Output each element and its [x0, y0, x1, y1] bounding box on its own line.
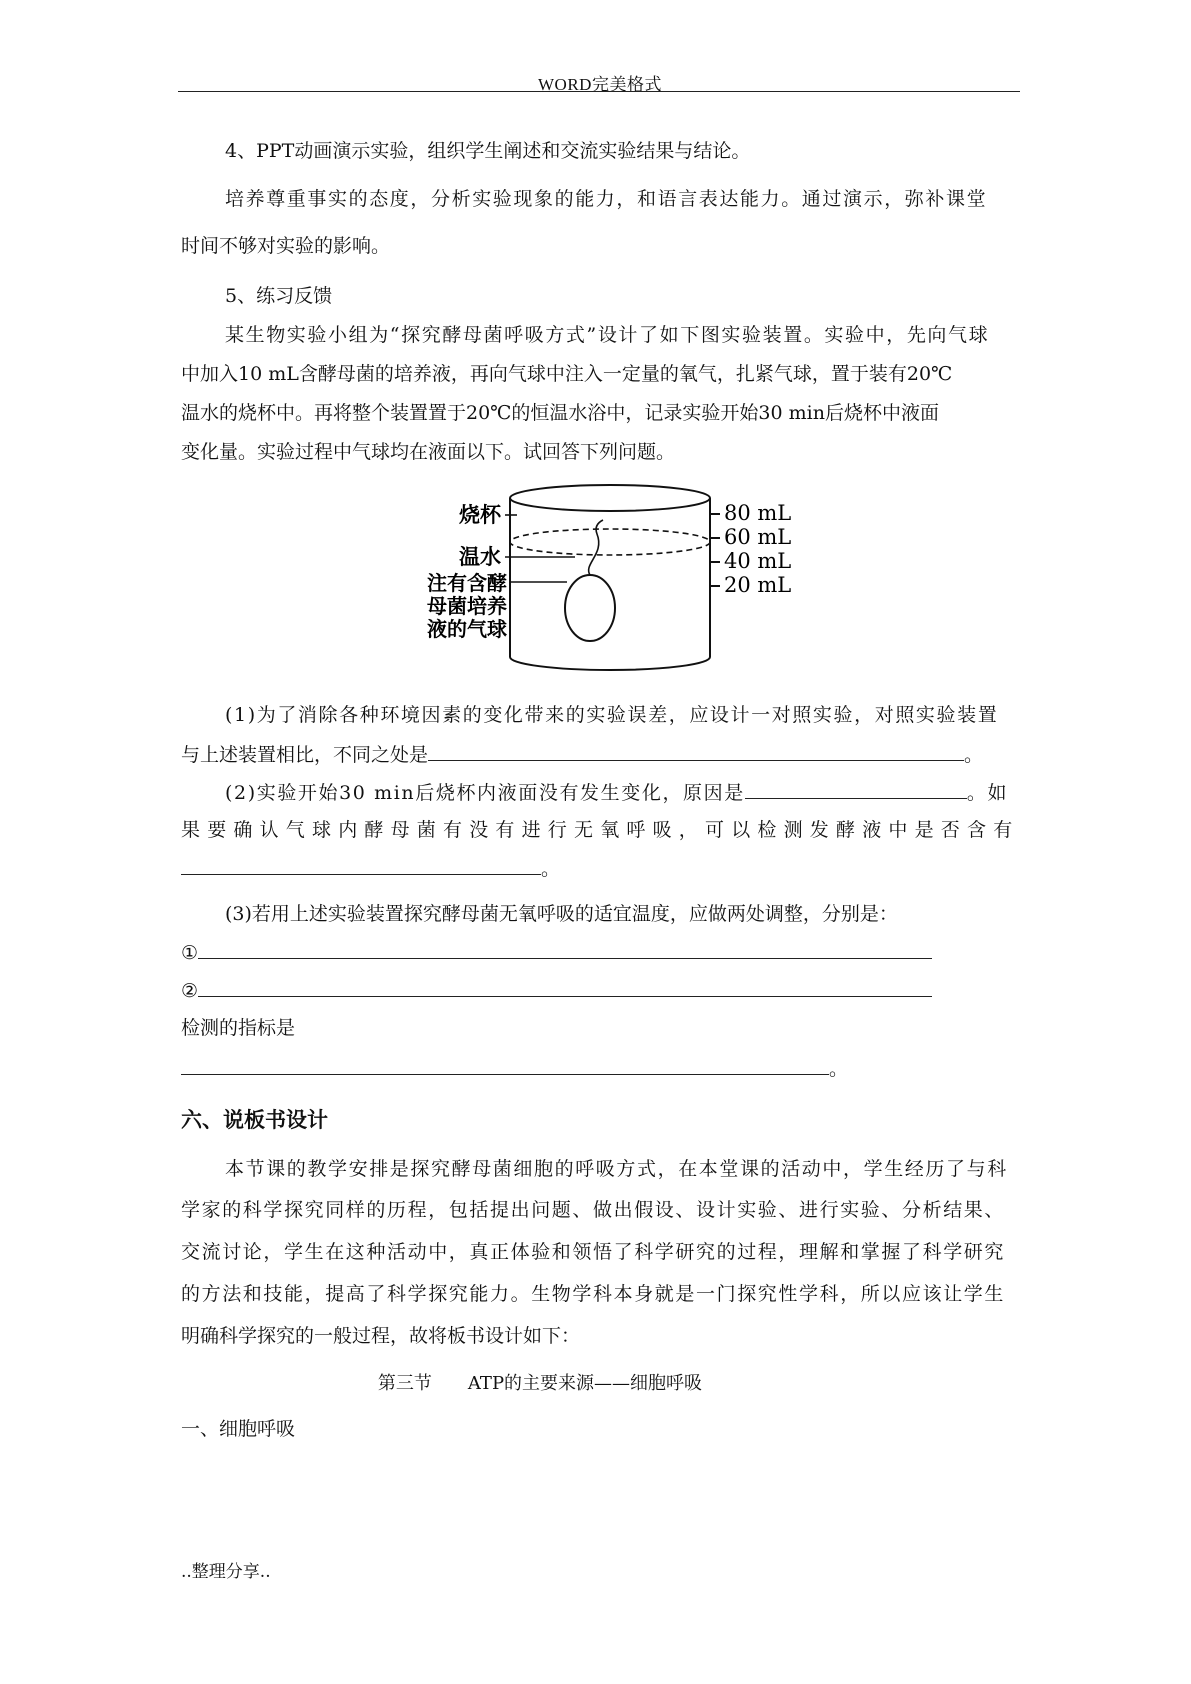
- section4-title: 4、PPT动画演示实验，组织学生阐述和交流实验结果与结论。: [225, 140, 751, 162]
- section5-intro-line2: 中加入10 mL含酵母菌的培养液，再向气球中注入一定量的氧气，扎紧气球，置于装有20℃: [181, 363, 953, 385]
- section6-paragraph-line3: 交流讨论，学生在这种活动中，真正体验和领悟了科学研究的过程，理解和掌握了科学研究: [181, 1241, 1006, 1263]
- scale-label-60: 60 mL: [724, 525, 792, 549]
- beaker-bottom: [510, 657, 710, 670]
- q3-item2: [181, 978, 932, 1003]
- q3-indicator-blank[interactable]: [181, 1056, 829, 1075]
- q1-line2: [181, 742, 983, 767]
- q3-item1-marker: ①: [181, 942, 199, 964]
- q2-text: (2)实验开始30 min后烧杯内液面没有发生变化，原因是: [225, 782, 745, 804]
- section6-heading: 六、说板书设计: [181, 1108, 328, 1132]
- q2-line3: [181, 856, 560, 881]
- q3-item1: [181, 940, 932, 965]
- page-header: WORD完美格式: [538, 75, 662, 94]
- page-footer: ..整理分享..: [181, 1562, 271, 1582]
- q2-line2: 果要确认气球内酵母菌有没有进行无氧呼吸，可以检测发酵液中是否含有: [181, 819, 1020, 841]
- q2-line1: [225, 780, 1008, 805]
- section4-paragraph-line2: 时间不够对实验的影响。: [181, 235, 391, 257]
- q2-period: 。: [541, 858, 561, 880]
- balloon: [565, 575, 615, 641]
- section6-paragraph-line5: 明确科学探究的一般过程，故将板书设计如下：: [181, 1325, 581, 1347]
- q3-item2-marker: ②: [181, 980, 199, 1002]
- q3-item1-blank[interactable]: [198, 940, 932, 959]
- board-title: 第三节 ATP的主要来源——细胞呼吸: [377, 1373, 703, 1394]
- section6-paragraph-line2: 学家的科学探究同样的历程，包括提出问题、做出假设、设计实验、进行实验、分析结果、: [181, 1199, 1006, 1221]
- q1-answer-blank[interactable]: [428, 742, 964, 761]
- label-water: 温水: [459, 544, 501, 569]
- section6-paragraph-line4: 的方法和技能，提高了科学探究能力。生物学科本身就是一门探究性学科，所以应该让学生: [181, 1283, 1006, 1305]
- q2-text-tail: 。如: [966, 782, 1009, 804]
- label-balloon-line2: 母菌培养: [427, 594, 507, 618]
- section5-title: 5、练习反馈: [225, 285, 333, 307]
- section5-intro-line1: 某生物实验小组为“探究酵母菌呼吸方式”设计了如下图实验装置。实验中，先向气球: [225, 324, 990, 346]
- label-beaker: 烧杯: [459, 502, 501, 527]
- balloon-string: [589, 520, 603, 575]
- section6-paragraph-line1: 本节课的教学安排是探究酵母菌细胞的呼吸方式，在本堂课的活动中，学生经历了与科: [225, 1158, 1008, 1180]
- q2-reason-blank[interactable]: [745, 780, 967, 799]
- q1-text: 与上述装置相比，不同之处是: [181, 744, 429, 766]
- board-item-1: 一、细胞呼吸: [181, 1418, 296, 1440]
- beaker-rim: [510, 485, 710, 511]
- beaker-figure: [427, 482, 795, 682]
- q3-indicator-label: 检测的指标是: [181, 1017, 296, 1039]
- q1-line1: (1)为了消除各种环境因素的变化带来的实验误差，应设计一对照实验，对照实验装置: [225, 704, 999, 726]
- section5-intro-line3: 温水的烧杯中。再将整个装置置于20℃的恒温水浴中，记录实验开始30 min后烧杯中液面: [181, 402, 939, 424]
- scale-label-80: 80 mL: [724, 501, 792, 525]
- q1-period: 。: [964, 744, 984, 766]
- q3-indicator-line: [181, 1056, 848, 1081]
- label-balloon-line3: 液的气球: [427, 617, 507, 641]
- label-balloon-line1: 注有含酵: [427, 571, 507, 595]
- header-divider: [178, 91, 1020, 92]
- q3-item2-blank[interactable]: [198, 978, 932, 997]
- section5-intro-line4: 变化量。实验过程中气球均在液面以下。试回答下列问题。: [181, 441, 676, 463]
- q3-period: 。: [829, 1058, 849, 1080]
- scale-label-40: 40 mL: [724, 549, 792, 573]
- scale-label-20: 20 mL: [724, 573, 792, 597]
- section4-paragraph-line1: 培养尊重事实的态度，分析实验现象的能力，和语言表达能力。通过演示，弥补课堂: [225, 188, 988, 210]
- q2-substance-blank[interactable]: [181, 856, 541, 875]
- water-surface: [510, 529, 710, 555]
- q3-line1: (3)若用上述实验装置探究酵母菌无氧呼吸的适宜温度，应做两处调整，分别是：: [225, 903, 898, 925]
